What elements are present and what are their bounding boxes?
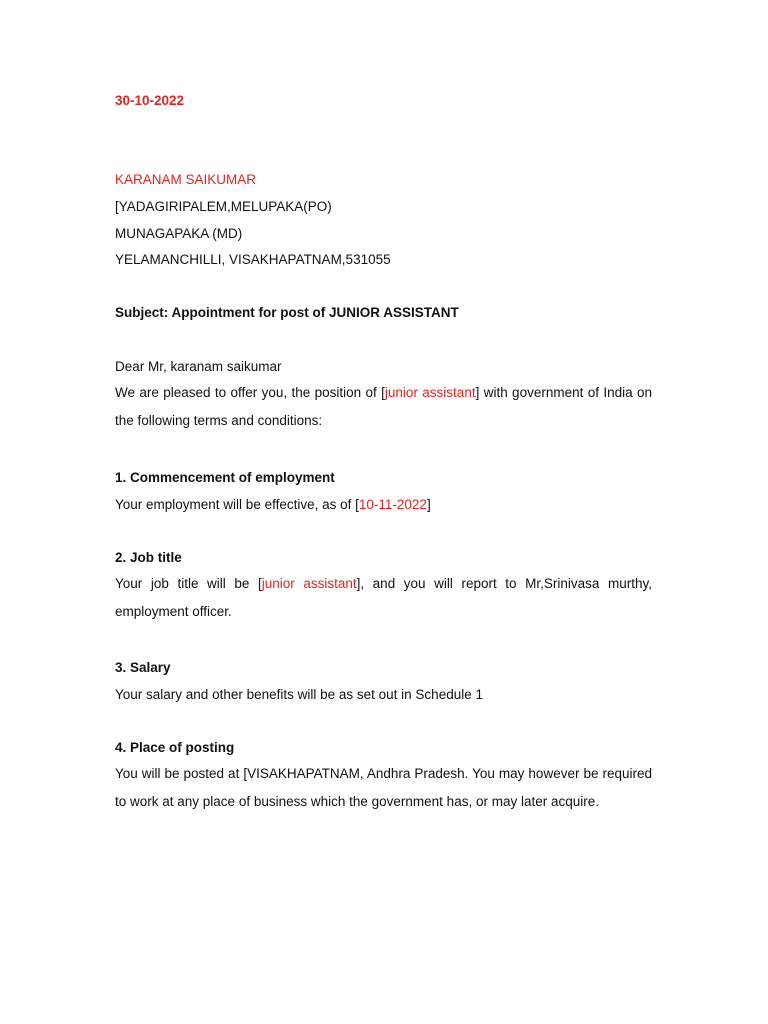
letter-subject: Subject: Appointment for post of JUNIOR ASSISTANT xyxy=(115,305,459,320)
position-highlight: junior assistant xyxy=(384,385,476,400)
section-heading-commencement: 1. Commencement of employment xyxy=(115,470,335,485)
section-heading-salary: 3. Salary xyxy=(115,660,171,675)
letter-date: 30-10-2022 xyxy=(115,93,185,108)
section-body-salary: Your salary and other benefits will be as set out in Schedule 1 xyxy=(115,687,483,702)
recipient-address-line-1: [YADAGIRIPALEM,MELUPAKA(PO) xyxy=(115,199,332,214)
start-date-highlight: 10-11-2022 xyxy=(358,497,427,512)
recipient-name: KARANAM SAIKUMAR xyxy=(115,172,257,187)
job-title-highlight: junior assistant xyxy=(261,576,357,591)
section-heading-job-title: 2. Job title xyxy=(115,550,182,565)
intro-paragraph: We are pleased to offer you, the position of [junior assistant] with government of India on the following terms and conditions: xyxy=(115,385,652,428)
section-body-commencement: Your employment will be effective, as of [10-11-2022] xyxy=(115,497,431,512)
section-heading-place-of-posting: 4. Place of posting xyxy=(115,740,235,755)
salutation: Dear Mr, karanam saikumar xyxy=(115,359,282,374)
section-body-job-title: Your job title will be [junior assistant], and you will report to Mr,Srinivasa murthy, employment officer. xyxy=(115,576,652,619)
section-body-place-of-posting: You will be posted at [VISAKHAPATNAM, Andhra Pradesh. You may however be required to work at any place of business which the government has, or may later acquire. xyxy=(115,766,652,809)
recipient-address-line-2: MUNAGAPAKA (MD) xyxy=(115,226,243,241)
recipient-address-line-3: YELAMANCHILLI, VISAKHAPATNAM,531055 xyxy=(115,252,391,267)
